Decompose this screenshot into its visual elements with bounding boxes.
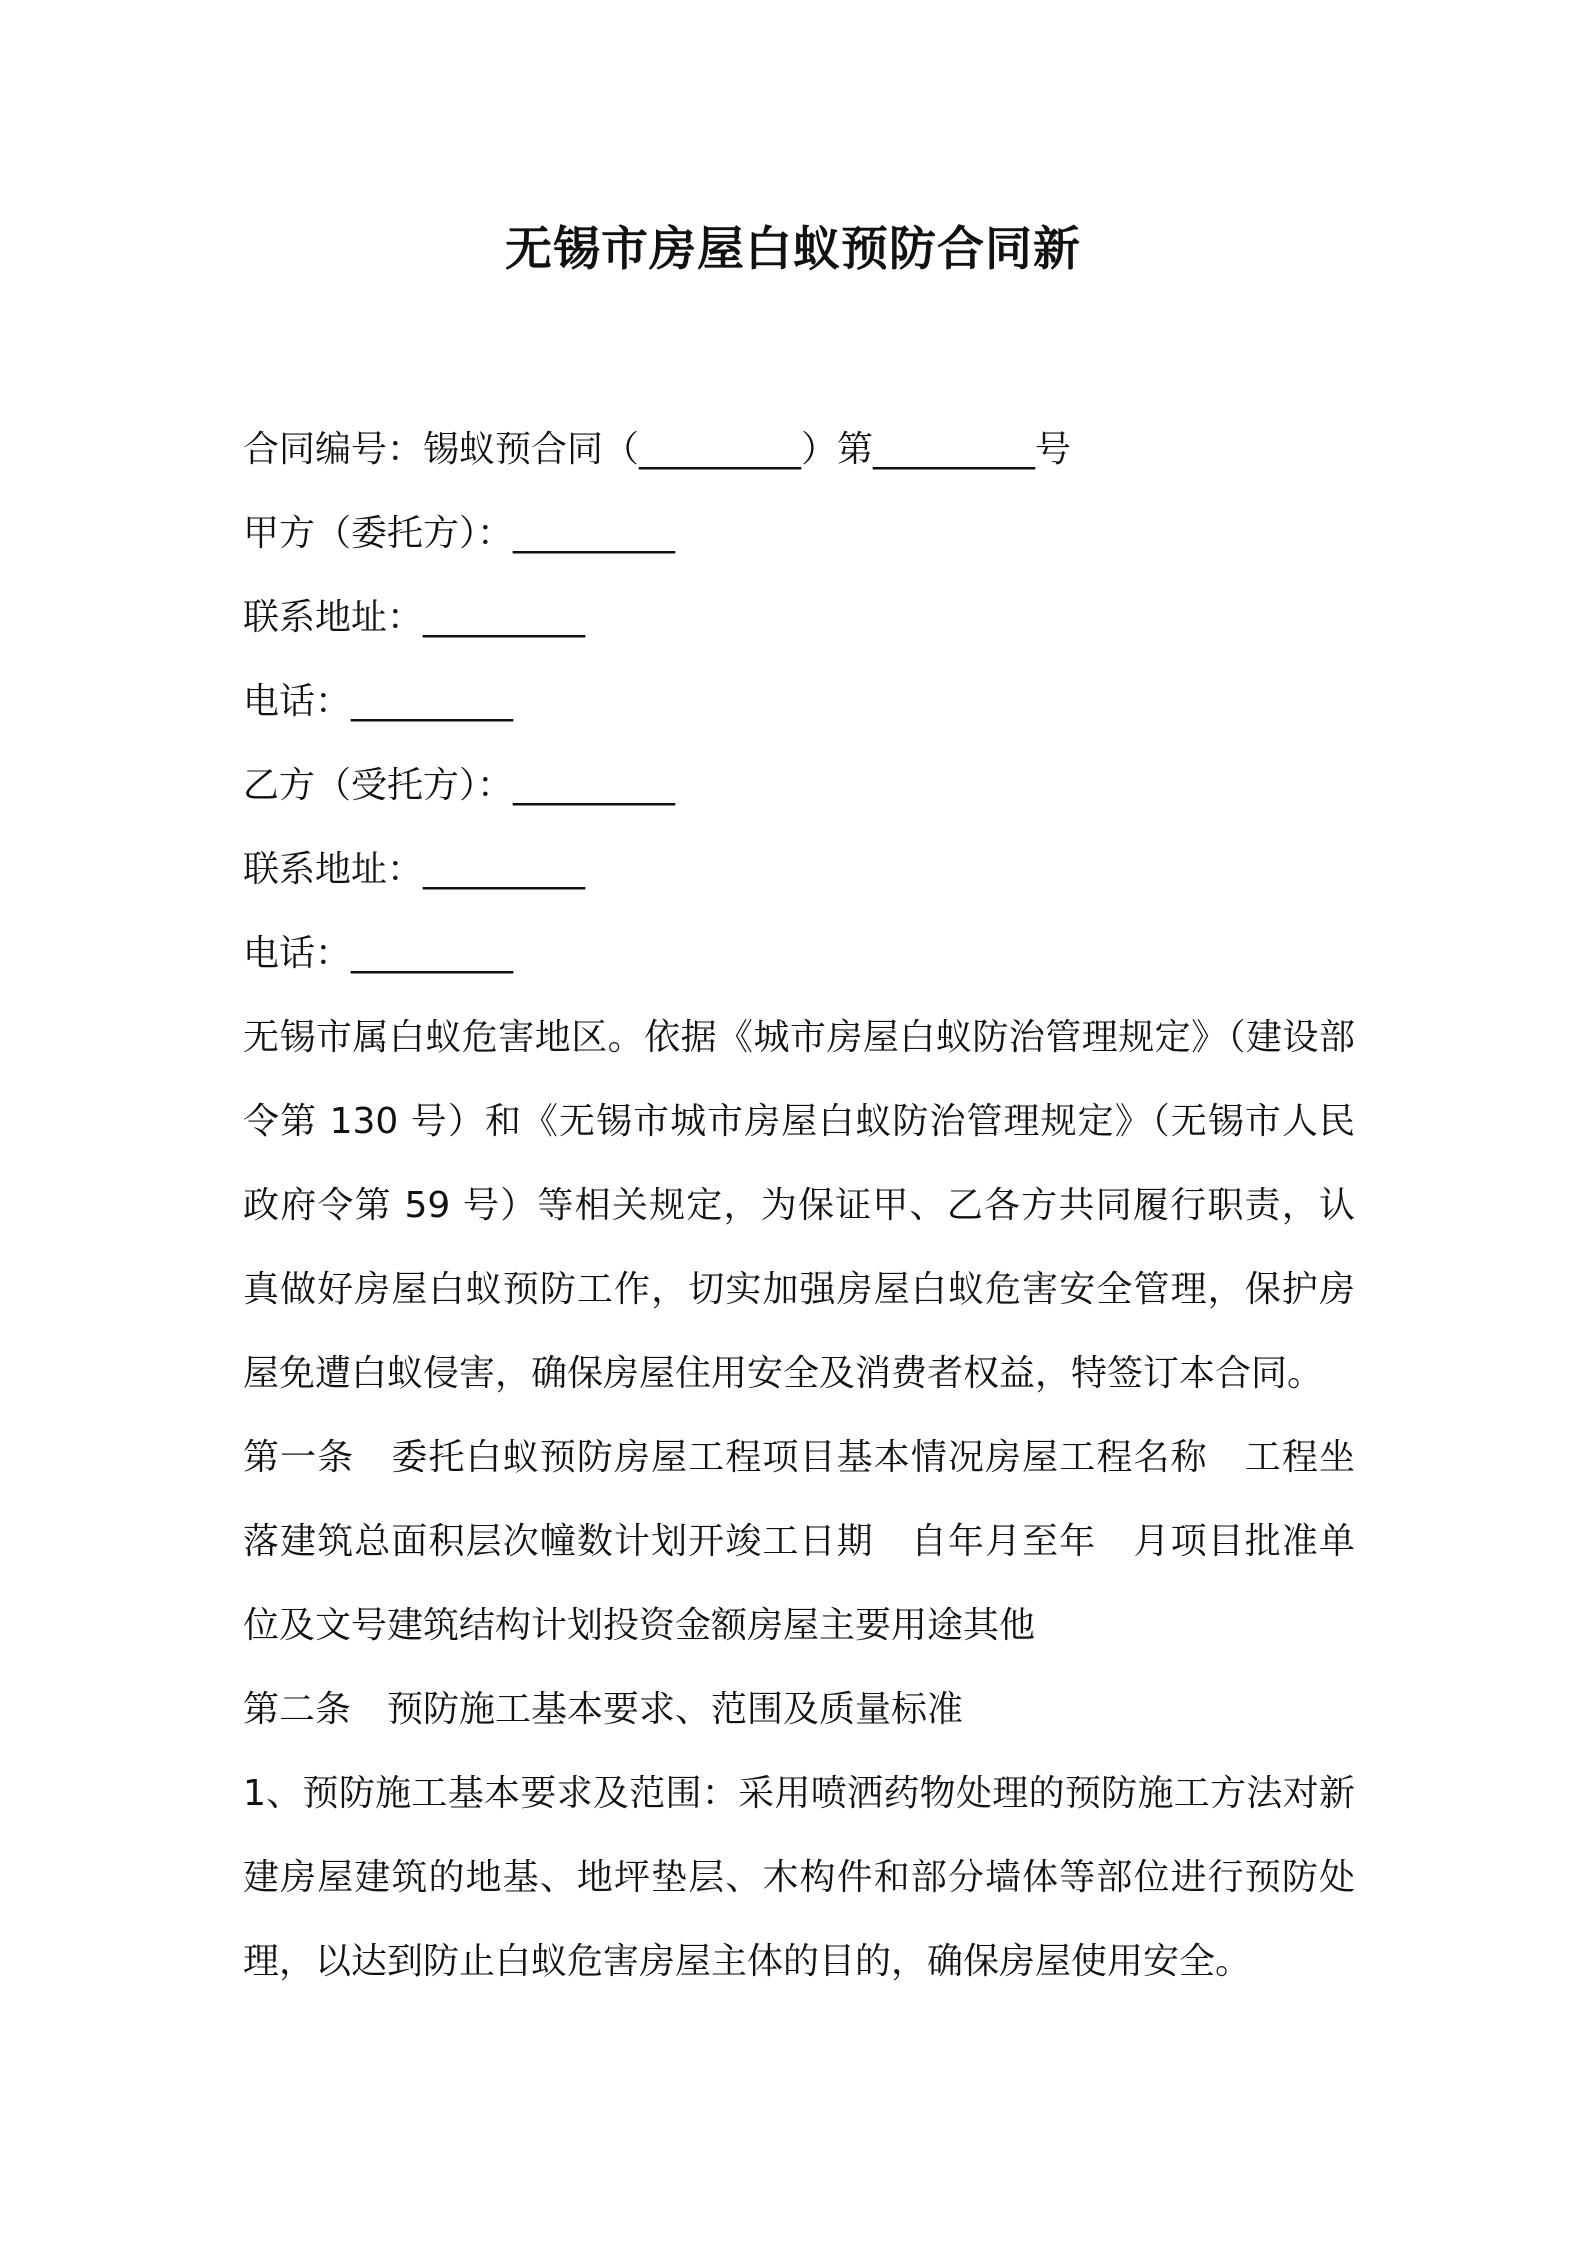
party-b-phone-line: 电话：_________ xyxy=(243,933,514,974)
article-2-item-1-paragraph: 1、预防施工基本要求及范围：采用喷洒药物处理的预防施工方法对新建房屋建筑的地基、地坪垫层、木构件和部分墙体等部位进行预防处理，以达到防止白蚁危害房屋主体的目的，确保房屋使用安全。 xyxy=(243,1773,1355,1982)
party-a-phone-line: 电话：_________ xyxy=(243,681,514,722)
document-title: 无锡市房屋白蚁预防合同新 xyxy=(505,222,1081,277)
document-body xyxy=(243,408,1355,2004)
article-1-paragraph: 第一条 委托白蚁预防房屋工程项目基本情况房屋工程名称 工程坐落建筑总面积层次幢数计划开竣工日期 自年月至年 月项目批准单位及文号建筑结构计划投资金额房屋主要用途其他 xyxy=(243,1437,1355,1646)
party-b-address-line: 联系地址：_________ xyxy=(243,849,586,890)
contract-number-line: 合同编号：锡蚁预合同（_________）第_________号 xyxy=(243,429,1072,470)
party-b-line: 乙方（受托方）：_________ xyxy=(243,765,676,806)
preamble-paragraph: 无锡市属白蚁危害地区。依据《城市房屋白蚁防治管理规定》（建设部令第 130 号）和《无锡市城市房屋白蚁防治管理规定》（无锡市人民政府令第 59 号）等相关规定，为保证甲、乙各方共同履行职责，认真做好房屋白蚁预防工作，切实加强房屋白蚁危害安全管理，保护房屋免遭白蚁侵害，确保房屋住用安全及消费者权益，特签订本合同。 xyxy=(243,1017,1355,1394)
party-a-address-line: 联系地址：_________ xyxy=(243,597,586,638)
article-2-heading: 第二条 预防施工基本要求、范围及质量标准 xyxy=(243,1689,964,1730)
party-a-line: 甲方（委托方）：_________ xyxy=(243,513,676,554)
